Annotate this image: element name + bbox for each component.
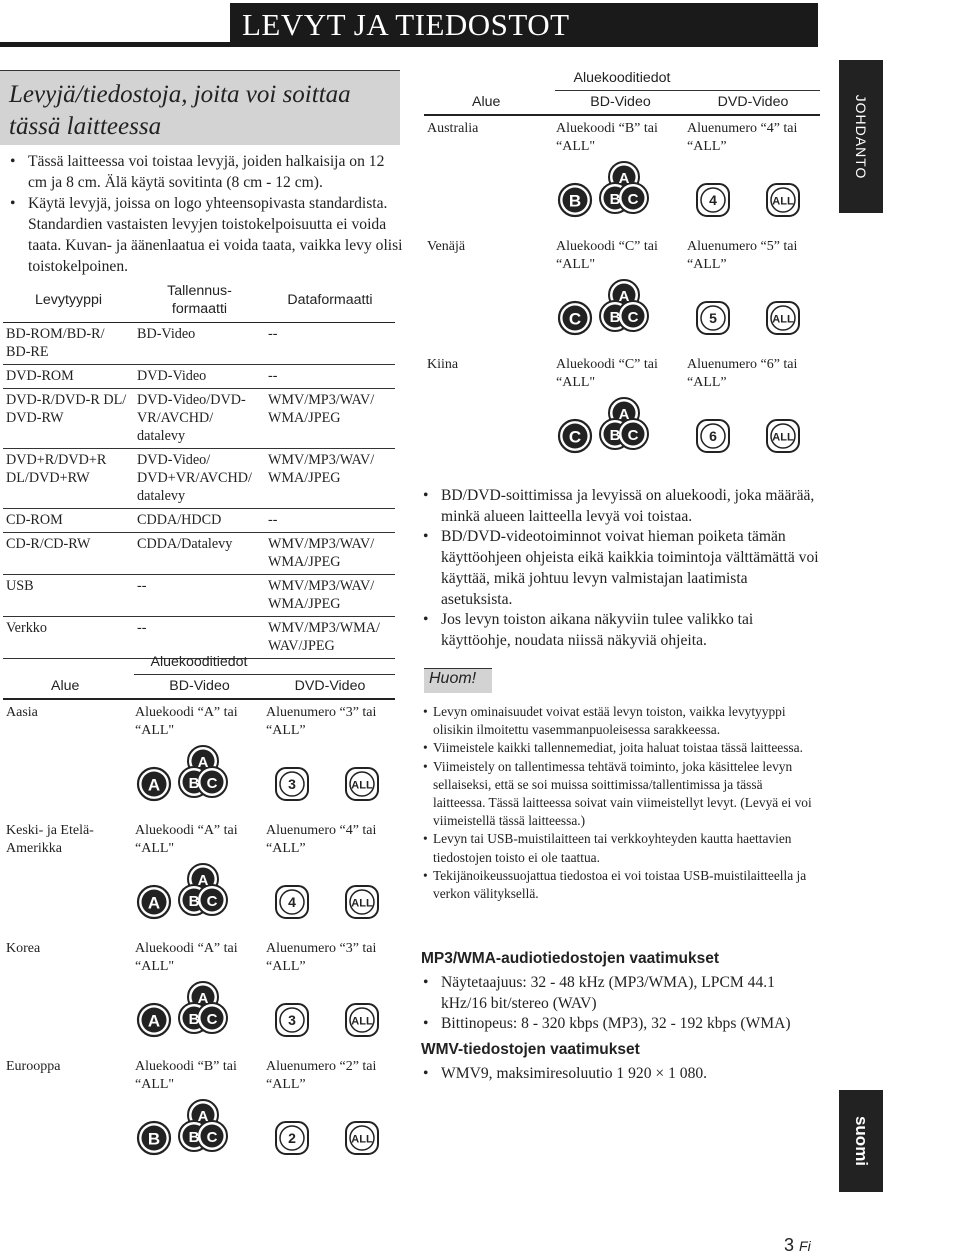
bd-region-single-icon (138, 886, 170, 918)
dvd-region-text: Aluenumero “3” tai (266, 941, 377, 956)
table-cell: DVD-R/DVD-R DL/ DVD-RW (6, 392, 127, 426)
page-number (784, 1235, 811, 1256)
dvd-region-number: 4 (288, 894, 296, 910)
table-cell: DVD+R/DVD+R DL/DVD+RW (6, 452, 107, 486)
bd-region-letter: B (609, 427, 621, 444)
table-cell: CDDA/Datalevy (137, 536, 233, 552)
header-rule (3, 698, 395, 700)
bd-region-letter: A (618, 406, 630, 423)
column-header: DVD-Video (717, 94, 789, 110)
bd-region-letter: B (188, 775, 200, 792)
bd-region-letter: C (568, 309, 582, 329)
list-item: • Levyn tai USB-muistilaitteen tai verkkoyhteyden kautta haettavien tiedostojen toisto ei ole taattua. (421, 830, 815, 866)
bd-region-single-icon (138, 1122, 170, 1154)
bd-region-all-icon (600, 398, 648, 449)
dvd-region-all-text: ALL (351, 1015, 373, 1028)
table-cell: DVD-Video/DVD-VR/AVCHD/ datalevy (137, 392, 246, 444)
bd-region-text: “ALL" (135, 723, 175, 738)
dvd-region-all-icon (767, 184, 799, 216)
dvd-region-all-text: ALL (351, 1133, 373, 1146)
dvd-region-number-icon (276, 1122, 308, 1154)
bd-region-letter: B (147, 1129, 161, 1149)
column-header: Alue (51, 678, 80, 694)
bd-region-letter: C (206, 775, 218, 792)
region-area: Keski- ja Etelä-Amerikka (6, 823, 94, 856)
dvd-region-all-icon (346, 1004, 378, 1036)
side-tab-language (839, 1090, 883, 1192)
table-cell: WMV/MP3/WAV/ WMA/JPEG (268, 578, 375, 612)
dvd-region-text: “ALL” (687, 375, 727, 390)
dvd-region-number: 3 (288, 1012, 296, 1028)
column-header: Levytyyppi (3, 280, 134, 323)
dvd-region-all-text: ALL (351, 779, 373, 792)
column-header: Alue (472, 94, 501, 110)
section-title-box (0, 70, 400, 145)
column-header: Dataformaatti (265, 280, 395, 323)
column-header: DVD-Video (294, 678, 366, 694)
dvd-region-number: 2 (288, 1130, 296, 1146)
list-item: • Levyn ominaisuudet voivat estää levyn toiston, vaikka levytyyppi olisikin ilmoitettu vasemmanpuoleisessa sarakkeessa. (421, 703, 815, 739)
table-cell: WMV/MP3/WAV/ WMA/JPEG (268, 452, 375, 486)
list-item: • Bittinopeus: 8 - 320 kbps (MP3), 32 - 192 kbps (WMA) (419, 1014, 823, 1035)
table-row (3, 365, 395, 389)
table-cell: Verkko (6, 620, 47, 636)
dvd-region-text: “ALL” (266, 1077, 306, 1092)
page-title: LEVYT JA TIEDOSTOT (242, 7, 570, 42)
region-table-title: Aluekooditiedot (150, 654, 248, 670)
dvd-region-all-text: ALL (772, 431, 794, 444)
region-area: Korea (6, 941, 41, 956)
header-rule (134, 674, 395, 675)
bd-region-all-icon (600, 162, 648, 213)
column-header: BD-Video (169, 678, 230, 694)
bd-region-letter: C (627, 191, 639, 208)
bd-region-letter: B (188, 1011, 200, 1028)
bd-region-letter: A (618, 288, 630, 305)
bd-region-text: Aluekoodi “A” tai (135, 823, 238, 838)
dvd-region-number-icon (697, 420, 729, 452)
bd-region-letter: A (197, 754, 209, 771)
dvd-region-number: 5 (709, 310, 717, 326)
table-cell: CD-R/CD-RW (6, 536, 91, 552)
dvd-region-text: Aluenumero “6” tai (687, 357, 798, 372)
disc-format-table (3, 280, 395, 659)
bd-region-letter: A (147, 893, 161, 913)
bd-region-letter: A (197, 1108, 209, 1125)
bd-region-letter: C (206, 893, 218, 910)
bd-region-text: “ALL" (135, 1077, 175, 1092)
bd-region-letter: B (188, 1129, 200, 1146)
region-logos (134, 860, 395, 924)
bd-region-letter: A (618, 170, 630, 187)
table-cell: -- (137, 578, 147, 594)
dvd-region-number-icon (697, 302, 729, 334)
dvd-region-text: Aluenumero “4” tai (687, 121, 798, 136)
table-cell: BD-ROM/BD-R/ BD-RE (6, 326, 105, 360)
page-language-suffix: Fi (799, 1238, 811, 1254)
bd-region-letter: B (609, 309, 621, 326)
dvd-region-text: “ALL” (687, 257, 727, 272)
side-tab-label: JOHDANTO (853, 94, 869, 179)
dvd-region-number: 6 (709, 428, 717, 444)
table-cell: DVD-ROM (6, 368, 74, 384)
region-table-title: Aluekooditiedot (573, 70, 671, 86)
list-item: • Tekijänoikeussuojattua tiedostoa ei voi toistaa USB-muistilaitteella ja verkon välityksellä. (421, 867, 815, 903)
dvd-region-number-icon (276, 1004, 308, 1036)
bd-region-letter: A (147, 775, 161, 795)
bd-region-letter: A (197, 990, 209, 1007)
dvd-region-text: “ALL” (266, 723, 306, 738)
dvd-region-number: 3 (288, 776, 296, 792)
bd-region-letter: A (147, 1011, 161, 1031)
bd-region-letter: B (609, 191, 621, 208)
bd-region-text: Aluekoodi “B” tai (556, 121, 658, 136)
list-item: • WMV9, maksimiresoluutio 1 920 × 1 080. (419, 1064, 819, 1085)
bd-region-text: Aluekoodi “C” tai (556, 357, 658, 372)
bd-region-letter: C (568, 427, 582, 447)
dvd-region-number: 4 (709, 192, 717, 208)
dvd-region-all-icon (767, 302, 799, 334)
dvd-region-all-text: ALL (772, 313, 794, 326)
table-row (3, 323, 395, 365)
table-row (3, 389, 395, 449)
wmv-list (419, 1064, 819, 1085)
section-title-line: tässä laitteessa (9, 113, 162, 140)
dvd-region-text: Aluenumero “2” tai (266, 1059, 377, 1074)
table-cell: CDDA/HDCD (137, 512, 222, 528)
bd-region-text: Aluekoodi “A” tai (135, 941, 238, 956)
bd-region-all-icon (179, 746, 227, 797)
dvd-region-number-icon (697, 184, 729, 216)
bd-region-all-icon (179, 982, 227, 1033)
dvd-region-text: “ALL” (266, 841, 306, 856)
bd-region-all-icon (179, 1100, 227, 1151)
list-item: • Näytetaajuus: 32 - 48 kHz (MP3/WMA), LPCM 44.1 kHz/16 bit/stereo (WAV) (419, 973, 823, 1014)
section-title (9, 79, 351, 143)
bd-region-text: Aluekoodi “C” tai (556, 239, 658, 254)
bd-region-letter: C (627, 427, 639, 444)
table-cell: DVD-Video (137, 368, 207, 384)
section-title-line: Levyjä/tiedostoja, joita voi soittaa (9, 81, 351, 108)
region-logos (134, 1096, 395, 1160)
region-area: Australia (427, 121, 479, 136)
table-cell: WMV/MP3/WAV/ WMA/JPEG (268, 392, 375, 426)
list-item: • Viimeistely on tallentimessa tehtävä toiminto, joka käsittelee levyn sellaiseksi, että se soi muissa soittimissa/tallentimissa ja tässä laitteessa. Tässä laitteessa soivat vain viimeistellyt levyt. (Levyä ei voi viimeistellä tässä laitteessa.) (421, 758, 815, 831)
header-rule (555, 90, 820, 91)
table-cell: WMV/MP3/WMA/ WAV/JPEG (268, 620, 380, 654)
list-item: • Käytä levyjä, joissa on logo yhteensopivasta standardista. Standardien vastaisten levyjen toistokelpoisuutta ei voida taata. Kuvan- ja äänenlaatua ei voida taata, vaikka levy olisi toistokelpoinen. (8, 193, 403, 277)
region-logos (555, 158, 820, 222)
bd-region-single-icon (559, 302, 591, 334)
table-cell: -- (268, 368, 278, 384)
bd-region-all-icon (600, 280, 648, 331)
header-banner (0, 0, 818, 50)
mp3-heading: MP3/WMA-audiotiedostojen vaatimukset (421, 950, 719, 967)
dvd-region-number-icon (276, 886, 308, 918)
bd-region-text: “ALL" (135, 959, 175, 974)
bd-region-text: “ALL" (556, 139, 596, 154)
bd-region-single-icon (559, 184, 591, 216)
bd-region-letter: B (568, 191, 582, 211)
bd-region-text: “ALL" (135, 841, 175, 856)
mp3-list (419, 973, 823, 1035)
table-cell: -- (137, 620, 147, 636)
table-cell: CD-ROM (6, 512, 63, 528)
list-item: • BD/DVD-videotoiminnot voivat hieman poiketa tämän käyttöohjeen ohjeista eikä kaikkia toimintoja välttämättä voi käyttää, mikä johtuu levyn valmistajan laatimista asetuksista. (419, 527, 819, 610)
region-area: Eurooppa (6, 1059, 61, 1074)
dvd-region-all-icon (346, 886, 378, 918)
region-logos (555, 276, 820, 340)
region-logos (134, 742, 395, 806)
dvd-region-text: “ALL” (687, 139, 727, 154)
dvd-region-text: Aluenumero “3” tai (266, 705, 377, 720)
dvd-region-text: Aluenumero “4” tai (266, 823, 377, 838)
list-item: • Jos levyn toiston aikana näkyviin tulee valikko tai käyttöohje, noudata niissä näkyviä ohjeita. (419, 610, 819, 651)
region-logos (555, 394, 820, 458)
region-notes (419, 486, 819, 652)
dvd-region-all-icon (346, 1122, 378, 1154)
table-row (3, 575, 395, 617)
bd-region-letter: C (627, 309, 639, 326)
table-cell: BD-Video (137, 326, 196, 342)
bd-region-text: “ALL" (556, 375, 596, 390)
bd-region-single-icon (559, 420, 591, 452)
column-header: Tallennus-formaatti (134, 280, 265, 323)
table-cell: -- (268, 512, 278, 528)
table-row (3, 449, 395, 509)
note-label: Huom! (429, 670, 477, 687)
list-item: • BD/DVD-soittimissa ja levyissä on aluekoodi, joka määrää, minkä alueen laitteella levyä voi toistaa. (419, 486, 819, 527)
dvd-region-all-text: ALL (351, 897, 373, 910)
table-row (3, 509, 395, 533)
table-cell: DVD-Video/ DVD+VR/AVCHD/ datalevy (137, 452, 252, 504)
list-item: • Viimeistele kaikki tallennemediat, joita haluat toistaa tässä laitteessa. (421, 739, 815, 757)
dvd-region-all-icon (346, 768, 378, 800)
table-cell: WMV/MP3/WAV/ WMA/JPEG (268, 536, 375, 570)
list-item: • Tässä laitteessa voi toistaa levyjä, joiden halkaisija on 12 cm ja 8 cm. Älä käytä sovitinta (8 cm - 12 cm). (8, 151, 403, 193)
bd-region-text: Aluekoodi “B” tai (135, 1059, 237, 1074)
bd-region-letter: B (188, 893, 200, 910)
table-cell: USB (6, 578, 34, 594)
dvd-region-text: Aluenumero “5” tai (687, 239, 798, 254)
bd-region-single-icon (138, 768, 170, 800)
bd-region-letter: A (197, 872, 209, 889)
dvd-region-all-text: ALL (772, 195, 794, 208)
bd-region-text: “ALL" (556, 257, 596, 272)
dvd-region-text: “ALL” (266, 959, 306, 974)
page-number-value: 3 (784, 1235, 795, 1255)
column-header: BD-Video (590, 94, 651, 110)
note-label-box (424, 668, 492, 693)
region-logos (134, 978, 395, 1042)
bd-region-letter: C (206, 1129, 218, 1146)
bd-region-letter: C (206, 1011, 218, 1028)
table-row (3, 533, 395, 575)
region-area: Kiina (427, 357, 459, 372)
note-list (421, 703, 815, 903)
dvd-region-number-icon (276, 768, 308, 800)
bd-region-single-icon (138, 1004, 170, 1036)
dvd-region-all-icon (767, 420, 799, 452)
bd-region-all-icon (179, 864, 227, 915)
bd-region-text: Aluekoodi “A” tai (135, 705, 238, 720)
side-tab-johdanto (839, 60, 883, 213)
table-row (3, 617, 395, 659)
intro-bullets (8, 151, 403, 277)
header-rule (424, 114, 820, 116)
region-area: Aasia (6, 705, 38, 720)
table-cell: -- (268, 326, 278, 342)
side-tab-label: suomi (852, 1115, 871, 1167)
region-area: Venäjä (427, 239, 466, 254)
wmv-heading: WMV-tiedostojen vaatimukset (421, 1041, 640, 1058)
